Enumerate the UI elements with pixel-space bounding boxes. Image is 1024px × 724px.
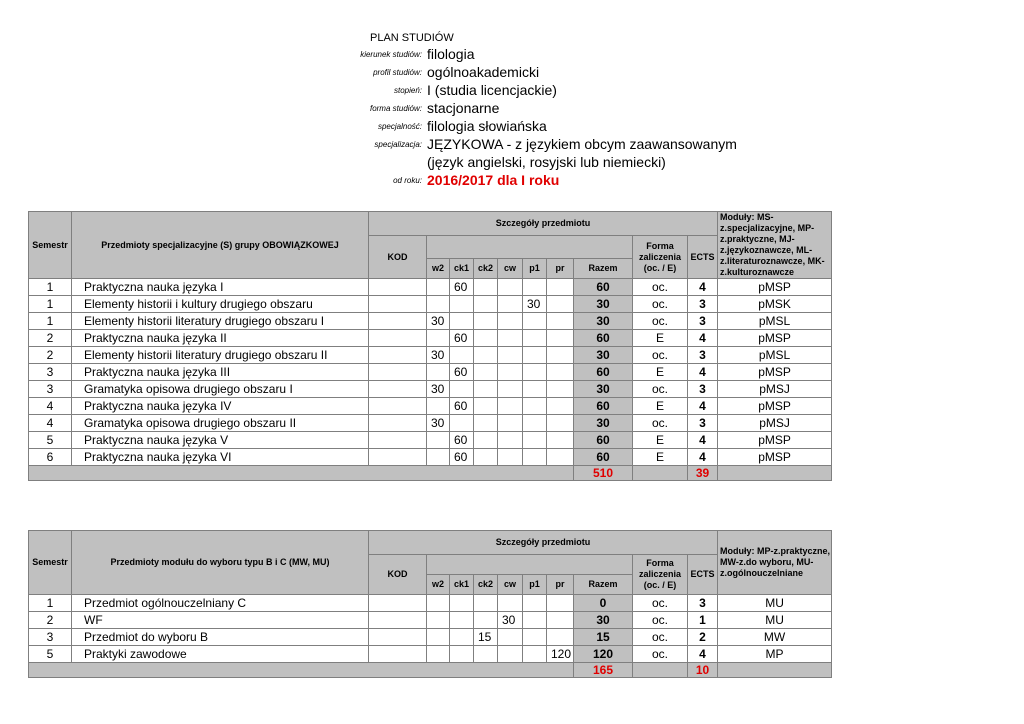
total-spacer: [718, 466, 832, 481]
table-row: [29, 415, 832, 432]
ck2-cell: [474, 646, 498, 663]
ck2-cell: [474, 415, 498, 432]
module-cell: MU: [718, 595, 832, 612]
pr-cell: [547, 381, 574, 398]
header-field: [0, 118, 1024, 136]
ck1-cell: 60: [450, 279, 474, 296]
total-row: [29, 466, 832, 481]
razem-cell: 30: [574, 296, 633, 313]
module-cell: pMSP: [718, 279, 832, 296]
header-field-value: I (studia licencjackie): [427, 82, 557, 98]
razem-cell: 60: [574, 398, 633, 415]
cw-cell: [498, 347, 523, 364]
module-cell: MP: [718, 646, 832, 663]
header-field-value: stacjonarne: [427, 100, 500, 116]
table-row: [29, 595, 832, 612]
subject-name-cell: Elementy historii literatury drugiego obszaru II: [72, 347, 369, 364]
cw-header: cw: [498, 575, 523, 595]
kod-cell: [369, 364, 427, 381]
forma-header: Forma zaliczenia (oc. / E): [633, 555, 688, 595]
ck2-cell: [474, 364, 498, 381]
subject-name-cell: Praktyczna nauka języka III: [72, 364, 369, 381]
header-field-label: specjalność:: [377, 122, 422, 131]
w2-cell: [427, 595, 450, 612]
forma-cell: oc.: [633, 612, 688, 629]
header-field: [0, 136, 1024, 154]
header-field-value: (język angielski, rosyjski lub niemiecki): [427, 154, 666, 170]
semester-cell: 2: [29, 612, 72, 629]
subject-name-cell: WF: [72, 612, 369, 629]
p1-cell: [523, 364, 547, 381]
razem-cell: 30: [574, 313, 633, 330]
header-field-label: specjalizacja:: [374, 140, 422, 149]
ck1-cell: [450, 313, 474, 330]
kod-cell: [369, 449, 427, 466]
semester-cell: 5: [29, 646, 72, 663]
cw-cell: [498, 415, 523, 432]
cw-cell: 30: [498, 612, 523, 629]
header-field-label: profil studiów:: [373, 68, 422, 77]
ects-cell: 3: [688, 313, 718, 330]
razem-cell: 60: [574, 364, 633, 381]
total-spacer: [718, 663, 832, 678]
kod-cell: [369, 629, 427, 646]
ects-cell: 4: [688, 330, 718, 347]
table-row: [29, 279, 832, 296]
semester-cell: 3: [29, 381, 72, 398]
modules-header: Moduły: MS-z.specjalizacyjne, MP-z.praktyczne, MJ-z.językoznawcze, ML-z.literaturoznawcze, MK-z.kulturoznawcze: [718, 212, 832, 279]
p1-cell: [523, 398, 547, 415]
details-header: Szczegóły przedmiotu: [369, 531, 718, 555]
razem-cell: 0: [574, 595, 633, 612]
w2-header: w2: [427, 575, 450, 595]
p1-cell: [523, 629, 547, 646]
ects-cell: 1: [688, 612, 718, 629]
subject-name-cell: Przedmiot do wyboru B: [72, 629, 369, 646]
subject-name-cell: Elementy historii i kultury drugiego obszaru: [72, 296, 369, 313]
razem-cell: 60: [574, 330, 633, 347]
w2-cell: [427, 646, 450, 663]
p1-cell: [523, 347, 547, 364]
razem-header: Razem: [574, 259, 633, 279]
header-field: [0, 100, 1024, 118]
razem-header: Razem: [574, 575, 633, 595]
table-row: [29, 296, 832, 313]
pr-cell: [547, 296, 574, 313]
subjects-header: Przedmioty specjalizacyjne (S) grupy OBOWIĄZKOWEJ: [72, 212, 369, 279]
mandatory-subjects-table: [28, 211, 832, 481]
razem-cell: 60: [574, 432, 633, 449]
forma-cell: oc.: [633, 347, 688, 364]
w2-cell: 30: [427, 415, 450, 432]
ck2-cell: [474, 432, 498, 449]
kod-cell: [369, 279, 427, 296]
forma-cell: E: [633, 432, 688, 449]
p1-cell: [523, 432, 547, 449]
razem-cell: 30: [574, 381, 633, 398]
header-field-value: JĘZYKOWA - z językiem obcym zaawansowanym: [427, 136, 737, 152]
pr-cell: 120: [547, 646, 574, 663]
ects-cell: 4: [688, 432, 718, 449]
w2-cell: [427, 612, 450, 629]
p1-cell: [523, 279, 547, 296]
forma-cell: oc.: [633, 296, 688, 313]
total-razem: 510: [574, 466, 633, 481]
w2-cell: 30: [427, 313, 450, 330]
ck1-header: ck1: [450, 575, 474, 595]
modules-header: Moduły: MP-z.praktyczne, MW-z.do wyboru, MU-z.ogólnouczelniane: [718, 531, 832, 595]
kod-cell: [369, 347, 427, 364]
p1-cell: [523, 646, 547, 663]
pr-header: pr: [547, 259, 574, 279]
ck2-cell: [474, 398, 498, 415]
kod-cell: [369, 595, 427, 612]
table-row: [29, 313, 832, 330]
subject-name-cell: Praktyczna nauka języka II: [72, 330, 369, 347]
semester-cell: 4: [29, 398, 72, 415]
ck2-cell: [474, 330, 498, 347]
pr-cell: [547, 595, 574, 612]
cw-cell: [498, 296, 523, 313]
table-row: [29, 398, 832, 415]
pr-cell: [547, 398, 574, 415]
ck2-cell: [474, 313, 498, 330]
header-field-value: filologia: [427, 46, 475, 62]
module-cell: pMSL: [718, 313, 832, 330]
semestr-header: Semestr: [29, 531, 72, 595]
razem-cell: 60: [574, 449, 633, 466]
module-cell: pMSP: [718, 449, 832, 466]
table-row: [29, 646, 832, 663]
kod-cell: [369, 415, 427, 432]
cw-cell: [498, 595, 523, 612]
module-cell: pMSJ: [718, 381, 832, 398]
razem-cell: 60: [574, 279, 633, 296]
ects-cell: 4: [688, 398, 718, 415]
pr-cell: [547, 364, 574, 381]
total-razem: 165: [574, 663, 633, 678]
ects-cell: 3: [688, 296, 718, 313]
subject-name-cell: Praktyki zawodowe: [72, 646, 369, 663]
subject-name-cell: Gramatyka opisowa drugiego obszaru I: [72, 381, 369, 398]
pr-header: pr: [547, 575, 574, 595]
forma-cell: oc.: [633, 381, 688, 398]
header-field-value: 2016/2017 dla I roku: [427, 172, 560, 188]
subject-name-cell: Praktyczna nauka języka VI: [72, 449, 369, 466]
table-row: [29, 364, 832, 381]
p1-cell: [523, 330, 547, 347]
ck1-cell: 60: [450, 449, 474, 466]
ck1-cell: [450, 629, 474, 646]
semester-cell: 5: [29, 432, 72, 449]
pr-cell: [547, 629, 574, 646]
pr-cell: [547, 612, 574, 629]
ects-cell: 4: [688, 646, 718, 663]
module-cell: pMSL: [718, 347, 832, 364]
semester-cell: 3: [29, 364, 72, 381]
pr-cell: [547, 313, 574, 330]
cw-cell: [498, 646, 523, 663]
forma-cell: E: [633, 449, 688, 466]
p1-cell: [523, 313, 547, 330]
p1-cell: [523, 612, 547, 629]
total-spacer: [29, 663, 574, 678]
p1-header: p1: [523, 259, 547, 279]
razem-cell: 30: [574, 347, 633, 364]
ck1-cell: 60: [450, 398, 474, 415]
plan-title: PLAN STUDIÓW: [370, 32, 454, 44]
ck2-cell: [474, 279, 498, 296]
module-cell: pMSJ: [718, 415, 832, 432]
ects-cell: 3: [688, 347, 718, 364]
header-field: [0, 172, 1024, 190]
ck1-cell: 60: [450, 330, 474, 347]
subject-name-cell: Praktyczna nauka języka IV: [72, 398, 369, 415]
table-row: [29, 381, 832, 398]
ck1-cell: [450, 595, 474, 612]
ck2-cell: [474, 449, 498, 466]
pr-cell: [547, 449, 574, 466]
w2-cell: [427, 398, 450, 415]
ck1-header: ck1: [450, 259, 474, 279]
kod-cell: [369, 296, 427, 313]
p1-cell: [523, 595, 547, 612]
elective-subjects-table: [28, 530, 832, 678]
pr-cell: [547, 415, 574, 432]
kod-cell: [369, 381, 427, 398]
semester-cell: 2: [29, 330, 72, 347]
header-field-label: forma studiów:: [369, 104, 422, 113]
w2-cell: [427, 449, 450, 466]
semester-cell: 1: [29, 296, 72, 313]
header-field: [0, 82, 1024, 100]
total-spacer: [633, 663, 688, 678]
subject-name-cell: Gramatyka opisowa drugiego obszaru II: [72, 415, 369, 432]
kod-cell: [369, 432, 427, 449]
p1-cell: [523, 381, 547, 398]
module-cell: pMSP: [718, 398, 832, 415]
p1-cell: 30: [523, 296, 547, 313]
forma-cell: oc.: [633, 595, 688, 612]
w2-cell: 30: [427, 347, 450, 364]
p1-cell: [523, 415, 547, 432]
ck2-cell: [474, 347, 498, 364]
forma-cell: oc.: [633, 279, 688, 296]
header-field: [0, 46, 1024, 64]
w2-cell: 30: [427, 381, 450, 398]
ck1-cell: 60: [450, 364, 474, 381]
hours-group-header: [427, 555, 633, 575]
w2-cell: [427, 279, 450, 296]
ects-cell: 3: [688, 381, 718, 398]
w2-cell: [427, 330, 450, 347]
razem-cell: 120: [574, 646, 633, 663]
w2-cell: [427, 364, 450, 381]
module-cell: pMSP: [718, 330, 832, 347]
pr-cell: [547, 432, 574, 449]
kod-cell: [369, 612, 427, 629]
semester-cell: 2: [29, 347, 72, 364]
total-row: [29, 663, 832, 678]
ck1-cell: [450, 646, 474, 663]
forma-cell: oc.: [633, 415, 688, 432]
kod-cell: [369, 330, 427, 347]
cw-cell: [498, 629, 523, 646]
subject-name-cell: Elementy historii literatury drugiego obszaru I: [72, 313, 369, 330]
header-field-label: kierunek studiów:: [360, 50, 422, 59]
semester-cell: 1: [29, 279, 72, 296]
table-row: [29, 330, 832, 347]
w2-header: w2: [427, 259, 450, 279]
subject-name-cell: Praktyczna nauka języka V: [72, 432, 369, 449]
forma-cell: oc.: [633, 646, 688, 663]
ects-cell: 3: [688, 415, 718, 432]
module-cell: pMSK: [718, 296, 832, 313]
subject-name-cell: Praktyczna nauka języka I: [72, 279, 369, 296]
details-header: Szczegóły przedmiotu: [369, 212, 718, 236]
ck2-cell: 15: [474, 629, 498, 646]
table-row: [29, 432, 832, 449]
header-field-value: filologia słowiańska: [427, 118, 547, 134]
subjects-header: Przedmioty modułu do wyboru typu B i C (MW, MU): [72, 531, 369, 595]
header-field-label: od roku:: [393, 176, 422, 185]
razem-cell: 15: [574, 629, 633, 646]
module-cell: MU: [718, 612, 832, 629]
pr-cell: [547, 330, 574, 347]
ck1-cell: [450, 347, 474, 364]
ects-cell: 3: [688, 595, 718, 612]
ects-cell: 4: [688, 279, 718, 296]
header-field: [0, 154, 1024, 172]
w2-cell: [427, 296, 450, 313]
w2-cell: [427, 432, 450, 449]
ck2-cell: [474, 612, 498, 629]
kod-cell: [369, 646, 427, 663]
ck2-header: ck2: [474, 259, 498, 279]
ck2-cell: [474, 296, 498, 313]
semester-cell: 4: [29, 415, 72, 432]
ects-header: ECTS: [688, 555, 718, 595]
table-row: [29, 449, 832, 466]
header-field-value: ogólnoakademicki: [427, 64, 540, 80]
kod-header: KOD: [369, 555, 427, 595]
cw-cell: [498, 279, 523, 296]
razem-cell: 30: [574, 415, 633, 432]
ects-cell: 2: [688, 629, 718, 646]
header-field: [0, 64, 1024, 82]
table-row: [29, 629, 832, 646]
cw-cell: [498, 432, 523, 449]
ck2-cell: [474, 381, 498, 398]
total-ects: 10: [688, 663, 718, 678]
cw-cell: [498, 449, 523, 466]
table-row: [29, 347, 832, 364]
total-ects: 39: [688, 466, 718, 481]
semester-cell: 1: [29, 313, 72, 330]
table-row: [29, 612, 832, 629]
semester-cell: 1: [29, 595, 72, 612]
ects-cell: 4: [688, 449, 718, 466]
cw-cell: [498, 330, 523, 347]
module-cell: pMSP: [718, 364, 832, 381]
forma-cell: E: [633, 398, 688, 415]
w2-cell: [427, 629, 450, 646]
p1-cell: [523, 449, 547, 466]
ck1-cell: [450, 381, 474, 398]
ck1-cell: [450, 415, 474, 432]
cw-cell: [498, 313, 523, 330]
semester-cell: 6: [29, 449, 72, 466]
module-cell: MW: [718, 629, 832, 646]
subject-name-cell: Przedmiot ogólnouczelniany C: [72, 595, 369, 612]
ck2-cell: [474, 595, 498, 612]
forma-cell: oc.: [633, 313, 688, 330]
ck1-cell: [450, 612, 474, 629]
header-field-label: stopień:: [393, 86, 422, 95]
cw-cell: [498, 398, 523, 415]
forma-header: Forma zaliczenia (oc. / E): [633, 236, 688, 279]
total-spacer: [633, 466, 688, 481]
kod-header: KOD: [369, 236, 427, 279]
cw-cell: [498, 364, 523, 381]
ects-header: ECTS: [688, 236, 718, 279]
semestr-header: Semestr: [29, 212, 72, 279]
forma-cell: E: [633, 364, 688, 381]
forma-cell: E: [633, 330, 688, 347]
ck1-cell: [450, 296, 474, 313]
kod-cell: [369, 398, 427, 415]
ck1-cell: 60: [450, 432, 474, 449]
forma-cell: oc.: [633, 629, 688, 646]
kod-cell: [369, 313, 427, 330]
semester-cell: 3: [29, 629, 72, 646]
pr-cell: [547, 347, 574, 364]
cw-cell: [498, 381, 523, 398]
razem-cell: 30: [574, 612, 633, 629]
pr-cell: [547, 279, 574, 296]
ck2-header: ck2: [474, 575, 498, 595]
module-cell: pMSP: [718, 432, 832, 449]
total-spacer: [29, 466, 574, 481]
p1-header: p1: [523, 575, 547, 595]
ects-cell: 4: [688, 364, 718, 381]
cw-header: cw: [498, 259, 523, 279]
hours-group-header: [427, 236, 633, 259]
